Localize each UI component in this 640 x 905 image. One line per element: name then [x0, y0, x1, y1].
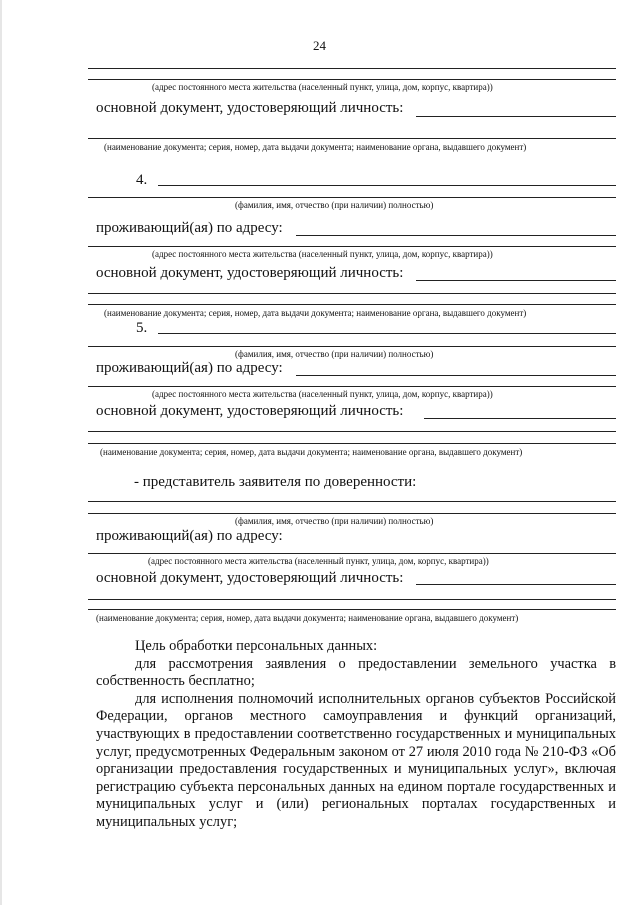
purpose-heading: Цель обработки персональных данных:	[135, 638, 378, 654]
purpose-section	[96, 638, 616, 832]
scan-edge	[0, 0, 2, 905]
residing-label: проживающий(ая) по адресу:	[96, 220, 283, 236]
blank-line	[88, 138, 616, 139]
id-document-field[interactable]	[424, 418, 616, 419]
fio-field[interactable]	[158, 185, 616, 186]
residing-label: проживающий(ая) по адресу:	[96, 528, 283, 544]
page-number: 24	[313, 38, 326, 53]
address-field[interactable]	[296, 375, 616, 376]
blank-line	[88, 599, 616, 600]
id-document-field[interactable]	[416, 280, 616, 281]
blank-line	[88, 386, 616, 387]
address-caption: (адрес постоянного места жительства (населенный пункт, улица, дом, корпус, квартира))	[148, 556, 489, 566]
address-field[interactable]	[296, 235, 616, 236]
entry-number: 5.	[136, 320, 148, 336]
fio-field[interactable]	[158, 333, 616, 334]
blank-line	[88, 246, 616, 247]
blank-line	[88, 197, 616, 198]
blank-line	[88, 79, 616, 80]
document-caption: (наименование документа; серия, номер, дата выдачи документа; наименование органа, выдавшего документ)	[100, 447, 523, 457]
purpose-item: для исполнения полномочий исполнительных органов субъектов Российской Федерации, органов местного самоуправления и функций организаций, участвующих в предоставлении соответственно государственных и муниципальных услуг, предусмотренных Федеральным законом от 27 июля 2010 года № 210-ФЗ «Об организации предоставления государственных и муниципальных услуг», включая регистрацию субъекта персональных данных на едином портале государственных и муниципальных услуг и (или) региональных порталах государственных и муниципальных услуг;	[96, 690, 616, 830]
blank-line	[88, 501, 616, 502]
document-caption: (наименование документа; серия, номер, дата выдачи документа; наименование органа, выдавшего документ)	[104, 142, 527, 152]
purpose-item: для рассмотрения заявления о предоставлении земельного участка в собственность бесплатно;	[96, 655, 616, 690]
entry-number: 4.	[136, 172, 148, 188]
fio-caption: (фамилия, имя, отчество (при наличии) полностью)	[235, 349, 434, 359]
document-caption: (наименование документа; серия, номер, дата выдачи документа; наименование органа, выдавшего документ)	[104, 308, 527, 318]
blank-line	[88, 609, 616, 610]
fio-caption: (фамилия, имя, отчество (при наличии) полностью)	[235, 516, 434, 526]
id-document-label: основной документ, удостоверяющий личность:	[96, 403, 404, 419]
blank-line	[88, 443, 616, 444]
address-caption: (адрес постоянного места жительства (населенный пункт, улица, дом, корпус, квартира))	[152, 389, 493, 399]
blank-line	[88, 346, 616, 347]
residing-label: проживающий(ая) по адресу:	[96, 360, 283, 376]
address-caption: (адрес постоянного места жительства (населенный пункт, улица, дом, корпус, квартира))	[152, 82, 493, 92]
blank-line	[88, 293, 616, 294]
blank-line	[88, 553, 616, 554]
representative-label: - представитель заявителя по доверенности:	[134, 474, 417, 490]
id-document-field[interactable]	[416, 584, 616, 585]
address-caption: (адрес постоянного места жительства (населенный пункт, улица, дом, корпус, квартира))	[152, 249, 493, 259]
blank-line	[88, 304, 616, 305]
blank-line	[88, 513, 616, 514]
blank-line	[88, 431, 616, 432]
blank-line	[88, 68, 616, 69]
document-caption: (наименование документа; серия, номер, дата выдачи документа; наименование органа, выдавшего документ)	[96, 613, 519, 623]
id-document-label: основной документ, удостоверяющий личность:	[96, 100, 404, 116]
id-document-label: основной документ, удостоверяющий личность:	[96, 265, 404, 281]
fio-caption: (фамилия, имя, отчество (при наличии) полностью)	[235, 200, 434, 210]
id-document-label: основной документ, удостоверяющий личность:	[96, 570, 404, 586]
id-document-field[interactable]	[416, 116, 616, 117]
